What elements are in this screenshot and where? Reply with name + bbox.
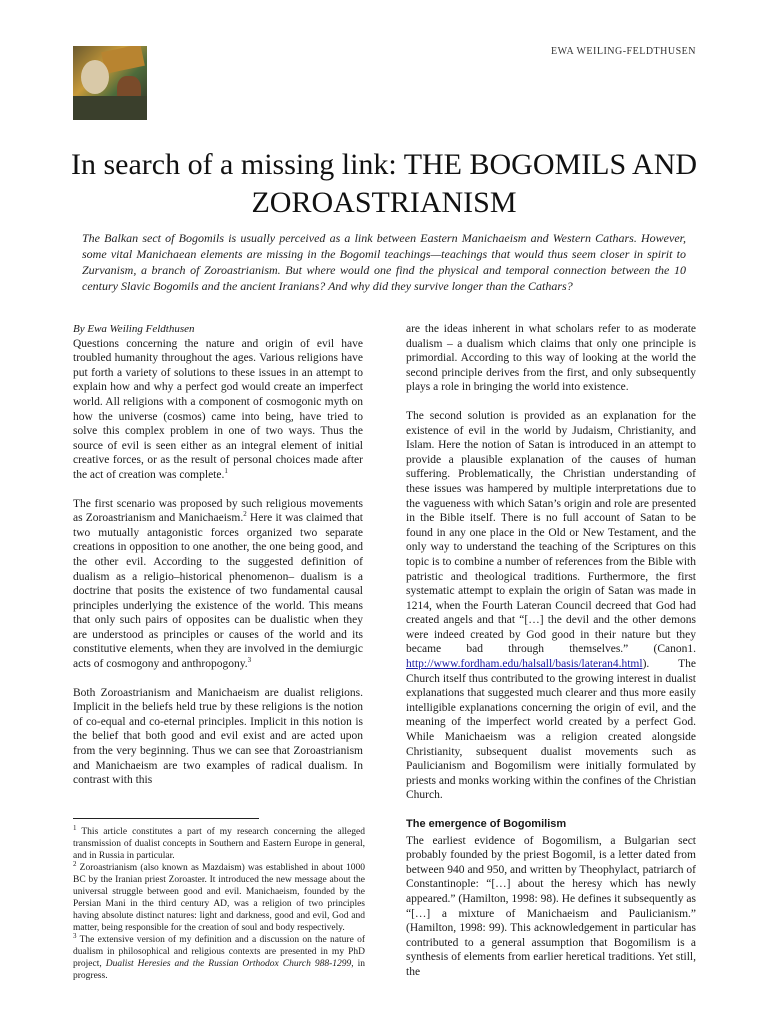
footnote-divider <box>73 818 259 819</box>
paragraph: Both Zoroastrianism and Manichaeism are dualist religions. Implicit in the beliefs held true by these religions is the notion of co-equal and co-eternal principles. Implicit in this notion is the belief that both good and evil exist and are acted upon from the very beginning. Thus we can see that Zoroastrianism and Manichaeism are two examples of radical dualism. In contrast with this <box>73 686 363 787</box>
article-title: In search of a missing link: THE BOGOMILS AND ZOROASTRIANISM <box>70 148 698 219</box>
left-column <box>73 322 363 802</box>
footnote-ref[interactable]: 1 <box>224 467 228 476</box>
footnote: $^3$ The extensive version of my definition and a discussion on the nature of dualism in philosophical and religious contexts are presented in my PhD project, Dualist Heresies and the Russian Orthodox Church 988-1299, in progress. <box>73 931 365 981</box>
section-heading: The emergence of Bogomilism <box>406 818 567 830</box>
footnote-ref[interactable]: 2 <box>243 510 247 519</box>
header-photo <box>73 46 147 120</box>
paragraph: The first scenario was proposed by such religious movements as Zoroastrianism and Manichaeism.$^2$ Here it was claimed that two mutually antagonistic forces organized two separate creations in opposition to one another, the one being good, and the other evil. According to the suggested definition of dualism as a religio–historical phenomenon– dualism is a doctrine that posits the existence of two fundamental causal principles underlying the existence of the world. This means that only such pairs of opposites can be dualistic when they are understood as principles or causes of the world and its constitutive elements, when they are involved in the demiurgic acts of cosmogony and anthropogony.$^3$ <box>73 497 363 671</box>
paragraph: are the ideas inherent in what scholars refer to as moderate dualism – a dualism which claims that only one principle is primordial. According to this way of looking at the world the second principle derives from the first, and only subsequently plays a role in bringing the world into existence. <box>406 323 696 394</box>
footnote: $^2$ Zoroastrianism (also known as Mazdaism) was established in about 1000 BC by the Iranian priest Zoroaster. It introduced the new message about the universal struggle between good and evil. Manichaeism, founded by the Persian Mani in the third century AD, was a religion of two principles having absolute distinct natures: light and darkness, good and evil, God and matter, being responsible for the creation of soul and body respectively. <box>73 859 365 933</box>
running-header-author: EWA WEILING-FELDTHUSEN <box>551 46 696 57</box>
canon-link[interactable]: http://www.fordham.edu/halsall/basis/lateran4.html <box>406 658 643 671</box>
abstract: The Balkan sect of Bogomils is usually perceived as a link between Eastern Manichaeism and Western Cathars. However, some vital Manichaean elements are missing in the Bogomil teachings—teachings that would thus seem closer in spirit to Zurvanism, a branch of Zoroastrianism. But where would one find the physical and temporal connection between the 10 century Slavic Bogomils and the ancient Iranians? And why did they survive longer than the Cathars? <box>82 231 686 293</box>
footnotes <box>73 823 365 982</box>
right-column <box>406 322 696 994</box>
paragraph: The second solution is provided as an explanation for the existence of evil in the world by Judaism, Christianity, and Islam. Here the notion of Satan is introduced in an attempt to provide a plausible explanation of the causes of human suffering. Problematically, the Christian understanding of these issues was hampered by multiple interpretations due to the vagueness with which Satan’s origin and role are presented in the Bible itself. There is no full account of Satan to be found in any one place in the Old or New Testament, and the only way to understand the teaching of the Scriptures on this topic is to combine a number of references from the Bible with patristic and theological traditions. Furthermore, the first systematic attempt to explain the origin of Satan was made in 1214, when the Fourth Lateran Council decreed that God had created angels and that “[…] the devil and the other demons were indeed created by God good in their nature but they became bad through themselves.” (Canon1. http://www.fordham.edu/halsall/basis/lateran4.html). The Church itself thus contributed to the growing interest in dualist explanations that suggested much clearer and thus more easily intelligible explanations concerning the origin of evil, and the meaning of the imperfect world created by a perfect God. While Manichaeism was a religion created alongside Christianity, subsequent dualist movements such as Paulicianism and Bogomilism were initially formulated by priests and monks working within the confines of the Christian Church. <box>406 409 696 802</box>
paragraph: Questions concerning the nature and origin of evil have troubled humanity throughout the ages. Various religions have put forth a variety of solutions to these issues in an attempt to explain how and why a perfect god would create an imperfect world. All religions with a component of cosmogonic myth on how the universe (cosmos) came into being, have tried to solve this complex problem in one of two ways. Thus the source of evil is seen either as an integral element of initial creative forces, or as the result of personal choices made after the act of creation was complete.$^1$ <box>73 337 363 481</box>
byline: By Ewa Weiling Feldthusen <box>73 323 195 335</box>
footnote: $^1$ This article constitutes a part of my research concerning the alleged transmission of dualist concepts in Southern and Eastern Europe in general, and in Russia in particular. <box>73 823 365 861</box>
footnote-ref[interactable]: 3 <box>247 656 252 665</box>
paragraph: The earliest evidence of Bogomilism, a Bulgarian sect probably founded by the priest Bogomil, is a letter dated from between 940 and 950, and written by Theophylact, patriarch of Constantinople: “[…] about the heresy which has newly appeared.” (Hamilton, 1998: 98). He defines it subsequently as “[…] a mixture of Manichaeism and Paulicianism.” (Hamilton, 1998: 99). This acknowledgement in particular has contributed to a general assumption that Bogomilism is a synthesis of elements from earlier heretical traditions. Yet still, the <box>406 834 696 978</box>
